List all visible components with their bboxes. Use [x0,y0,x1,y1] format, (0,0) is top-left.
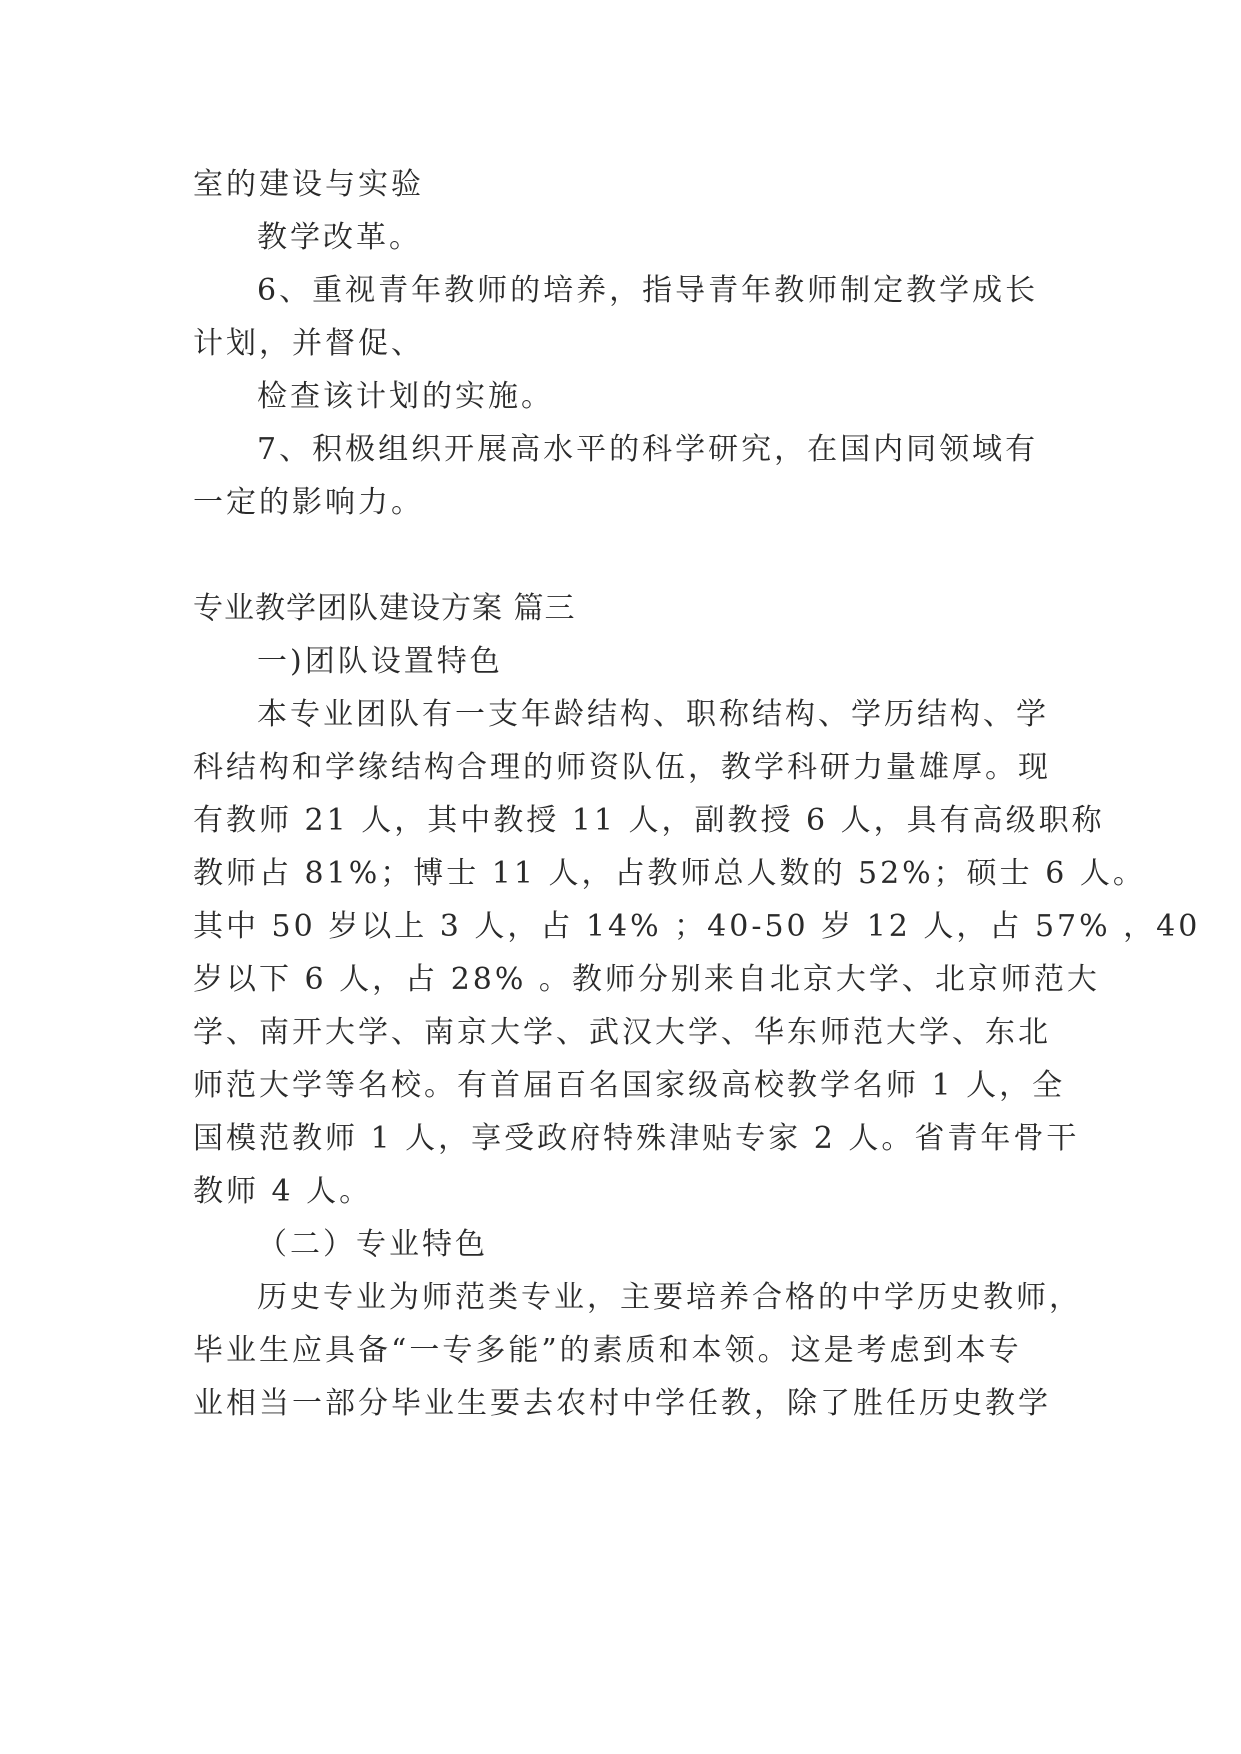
text-line: 6、重视青年教师的培养，指导青年教师制定教学成长 [257,273,1039,308]
text-line: 科结构和学缘结构合理的师资队伍，教学科研力量雄厚。现 [193,750,1051,785]
text-line: 一定的影响力。 [193,485,424,520]
text-line: 师范大学等名校。有首届百名国家级高校教学名师 1 人，全 [193,1068,1066,1103]
text-line: 教师占 81%；博士 11 人，占教师总人数的 52%；硕士 6 人。 [193,856,1146,891]
text-line: 毕业生应具备“一专多能”的素质和本领。这是考虑到本专 [193,1333,1022,1368]
text-line: 业相当一部分毕业生要去农村中学任教，除了胜任历史教学 [193,1386,1051,1421]
text-line: 计划，并督促、 [193,326,424,361]
text-line: 教师 4 人。 [193,1174,373,1209]
text-line: 其中 50 岁以上 3 人，占 14% ；40-50 岁 12 人，占 57% ，40 [193,909,1201,944]
subsection-heading: 一)团队设置特色 [257,644,503,679]
section-heading: 专业教学团队建设方案 篇三 [193,591,576,626]
text-line: 有教师 21 人，其中教授 11 人，副教授 6 人，具有高级职称 [193,803,1105,838]
paragraph-gap [193,529,1053,582]
text-line: 学、南开大学、南京大学、武汉大学、华东师范大学、东北 [193,1015,1051,1050]
text-line: 教学改革。 [257,220,422,255]
text-line: 检查该计划的实施。 [257,379,554,414]
document-body [193,158,1201,1430]
text-line: 室的建设与实验 [193,167,424,202]
text-line: 历史专业为师范类专业，主要培养合格的中学历史教师， [257,1280,1082,1315]
text-line: 岁以下 6 人，占 28% 。教师分别来自北京大学、北京师范大 [193,962,1100,997]
subsection-heading: （二）专业特色 [257,1227,488,1262]
text-line: 国模范教师 1 人，享受政府特殊津贴专家 2 人。省青年骨干 [193,1121,1080,1156]
text-line: 本专业团队有一支年龄结构、职称结构、学历结构、学 [257,697,1049,732]
text-line: 7、积极组织开展高水平的科学研究，在国内同领域有 [257,432,1039,467]
